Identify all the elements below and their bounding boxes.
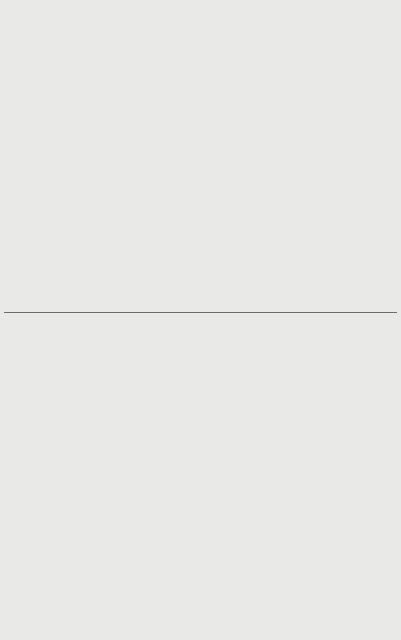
tier-divider-rule	[4, 312, 397, 313]
upper-text-tier	[0, 4, 401, 303]
lower-text-tier	[0, 320, 401, 636]
